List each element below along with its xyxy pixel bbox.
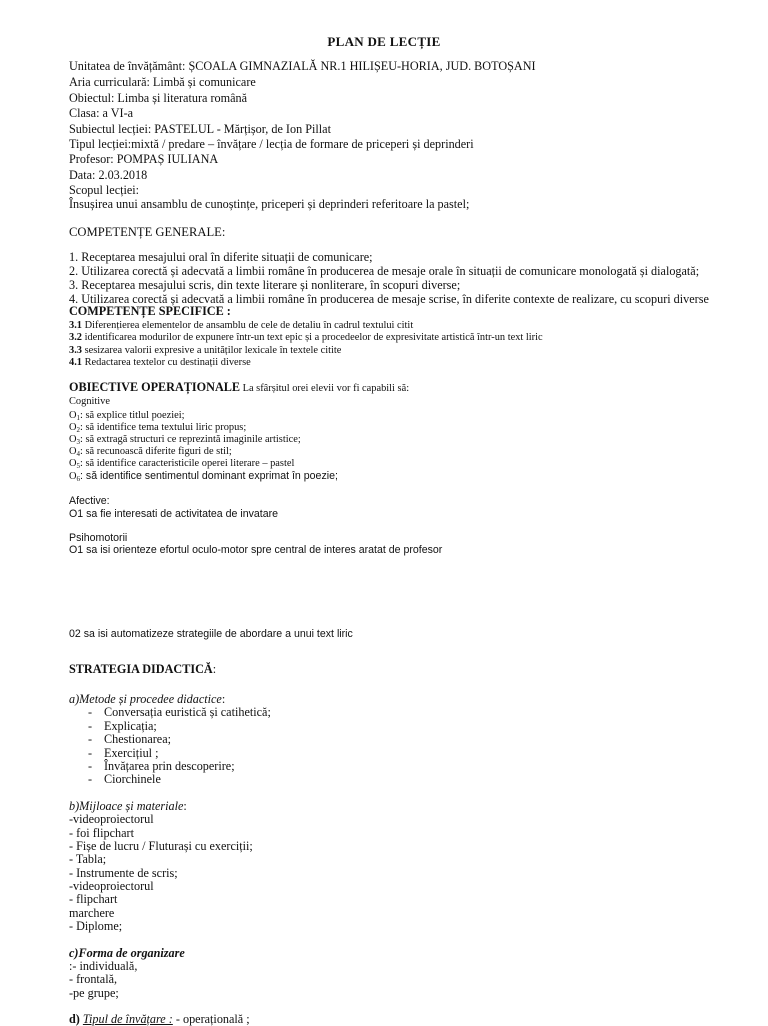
objective-item: $O_5$: să identifice caracteristicile operei literare – pastel [69, 458, 295, 470]
competenta-generala-item: 2. Utilizarea corectă și adecvată a limbii române în producerea de mesaje orale în situații de comunicare monologată și dialogată; [69, 264, 700, 278]
psihomotorii-item: O1 sa isi orienteze efortul oculo-motor spre central de interes aratat de profesor [69, 544, 443, 556]
competente-generale-heading: COMPETENȚE GENERALE: [69, 225, 226, 239]
competente-specifice-heading: COMPETENȚE SPECIFICE : [69, 304, 231, 318]
mijloace-item: - Tabla; [69, 852, 107, 866]
metode-label: a)Metode și procedee didactice: [69, 692, 226, 706]
objective-item: $O_3$: să extragă structuri ce reprezintă imaginile artistice; [69, 434, 301, 446]
organizare-item: :- individuală, [69, 959, 138, 973]
obiective-heading-line [69, 380, 409, 396]
mijloace-item: - flipchart [69, 892, 118, 906]
psihomotorii-item: 02 sa isi automatizeze strategiile de abordare a unui text liric [69, 628, 353, 640]
afective-item: O1 sa fie interesati de activitatea de invatare [69, 508, 279, 520]
competenta-specifica-item: 3.2 identificarea modurilor de expunere într-un text epic și a procedeelor de expresivitate artistică într-un text liric [69, 332, 543, 343]
mijloace-item: - foi flipchart [69, 826, 134, 840]
obiective-heading: OBIECTIVE OPERAȚIONALE [69, 380, 240, 394]
competenta-generala-item: 1. Receptarea mesajului oral în diferite situații de comunicare; [69, 250, 373, 264]
competenta-specifica-item: 4.1 Redactarea textelor cu destinații diverse [69, 357, 251, 368]
document-page: PLAN DE LECȚIE Unitatea de învățământ: ȘCOALA GIMNAZIALĂ NR.1 HILIȘEU-HORIA, JUD. BOTOȘANI Aria curriculară: Limbă și comunicare Obiectul: Limba și literatura română Clasa: a VI-a Subiectul lecției: PASTELUL - Mărțișor, de Ion Pillat Tipul lecției:mixtă / predare – învățare / lecția de formare de priceperi și deprinderi Profesor: POMPAȘ IULIANA Data: 2.03.2018 Scopul lecției: Însușirea unui ansamblu de cunoștințe, priceperi și deprinderi referitoare la pastel; COMPETENȚE GENERALE: 1. Receptarea mesajului oral în diferite situații de comunicare; 2. Utilizarea corectă și adecvată a limbii române în producerea de mesaje orale în situații de comunicare monologată și dialogată; 3. Receptarea mesajului scris, din texte literare și nonliterare, în scopuri diverse; 4. Utilizarea corectă și adecvată a limbii române în producerea de mesaje scrise, în diferite contexte de realizare, cu scopuri diverse COMPETENȚE SPECIFICE : 3.1 Diferențierea elementelor de ansamblu de cele de detaliu în cadrul textului citit 3.2 identificarea modurilor de expunere într-un text epic și a procedeelor de expresivitate artistică într-un text liric 3.3 sesizarea valorii expresive a unităților lexicale în textele citite 4.1 Redactarea textelor cu destinații diverse OBIECTIVE OPERAȚIONALE La sfârșitul orei elevii vor fi capabili să: Cognitive $O_1$: să explice titlul poeziei; $O_2$: să identifice tema textului liric propus; $O_3$: să extragă structuri ce reprezintă imaginile artistice; $O_4$: să recunoască diferite figuri de stil; $O_5$: să identifice caracteristicile operei literare – pastel $O_6$: să identifice sentimentul dominant exprimat în poezie; Afective: O1 sa fie interesati de activitatea de invatare Psihomotorii O1 sa isi orienteze efortul oculo-motor spre central de interes aratat de profesor 02 sa isi automatizeze strategiile de abordare a unui text liric STRATEGIA DIDACTICĂ: a)Metode și procedee didactice: - Conversația euristică și catihetică; - Explicația; - Chestionarea; - Exercițiul ; - Învățarea prin descoperire; - Ciorchinele b)Mijloace și materiale: -videoproiectorul - foi flipchart - Fișe de lucru / Fluturași cu exerciții; - Tabla; - Instrumente de scris; -videoproiectorul - flipchart marchere - Diplome; c)Forma de organizare :- individuală, - frontală, -pe grupe; d) Tipul de învățare : - operațională ; [0, 0, 768, 1024]
psihomotorii-label: Psihomotorii [69, 532, 128, 544]
organizare-label: c)Forma de organizare [69, 946, 185, 960]
cognitive-label: Cognitive [69, 396, 110, 407]
organizare-item: -pe grupe; [69, 986, 119, 1000]
mijloace-item: - Fișe de lucru / Fluturași cu exerciții; [69, 839, 253, 853]
scop-text: Însușirea unui ansamblu de cunoștințe, priceperi și deprinderi referitoare la pastel; [69, 197, 470, 211]
mijloace-label: b)Mijloace și materiale: [69, 799, 187, 813]
competenta-specifica-item: 3.3 sesizarea valorii expresive a unităților lexicale în textele citite [69, 345, 342, 356]
competenta-generala-item: 4. Utilizarea corectă și adecvată a limbii române în producerea de mesaje scrise, în diferite contexte de realizare, cu scopuri diverse [69, 292, 709, 306]
objective-item: $O_1$: să explice titlul poeziei; [69, 410, 185, 422]
tipul-invatare-line: d) Tipul de învățare : - operațională ; [69, 1012, 250, 1026]
objective-item: $O_2$: să identifice tema textului liric propus; [69, 422, 247, 434]
competenta-specifica-item: 3.1 Diferențierea elementelor de ansamblu de cele de detaliu în cadrul textului citit [69, 320, 414, 331]
competenta-generala-item: 3. Receptarea mesajului scris, din texte literare și nonliterare, în scopuri diverse; [69, 278, 461, 292]
mijloace-item: - Diplome; [69, 919, 123, 933]
page-title: PLAN DE LECȚIE [327, 34, 441, 49]
objective-item: $O_4$: să recunoască diferite figuri de stil; [69, 446, 232, 458]
objective-item: $O_6$: să identifice sentimentul dominant exprimat în poezie; [69, 470, 338, 483]
scop-label: Scopul lecției: [69, 183, 140, 197]
profesor-line: Profesor: POMPAȘ IULIANA [69, 152, 219, 166]
clasa-line: Clasa: a VI-a [69, 106, 134, 120]
obiect-line: Obiectul: Limba și literatura română [69, 91, 248, 105]
afective-label: Afective: [69, 495, 110, 507]
mijloace-item: - Instrumente de scris; [69, 866, 178, 880]
data-line: Data: 2.03.2018 [69, 168, 148, 182]
strategia-heading: STRATEGIA DIDACTICĂ: [69, 662, 217, 676]
tipul-line: Tipul lecției:mixtă / predare – învățare / lecția de formare de priceperi și deprinderi [69, 137, 474, 151]
mijloace-item: -videoproiectorul [69, 879, 154, 893]
unitate-line: Unitatea de învățământ: ȘCOALA GIMNAZIALĂ NR.1 HILIȘEU-HORIA, JUD. BOTOȘANI [69, 59, 536, 73]
aria-line: Aria curriculară: Limbă și comunicare [69, 75, 256, 89]
obiective-intro: La sfârșitul orei elevii vor fi capabili să: [240, 383, 410, 394]
subiect-line: Subiectul lecției: PASTELUL - Mărțișor, de Ion Pillat [69, 122, 331, 136]
mijloace-item: -videoproiectorul [69, 812, 154, 826]
organizare-item: - frontală, [69, 972, 118, 986]
mijloace-item: marchere [69, 906, 115, 920]
